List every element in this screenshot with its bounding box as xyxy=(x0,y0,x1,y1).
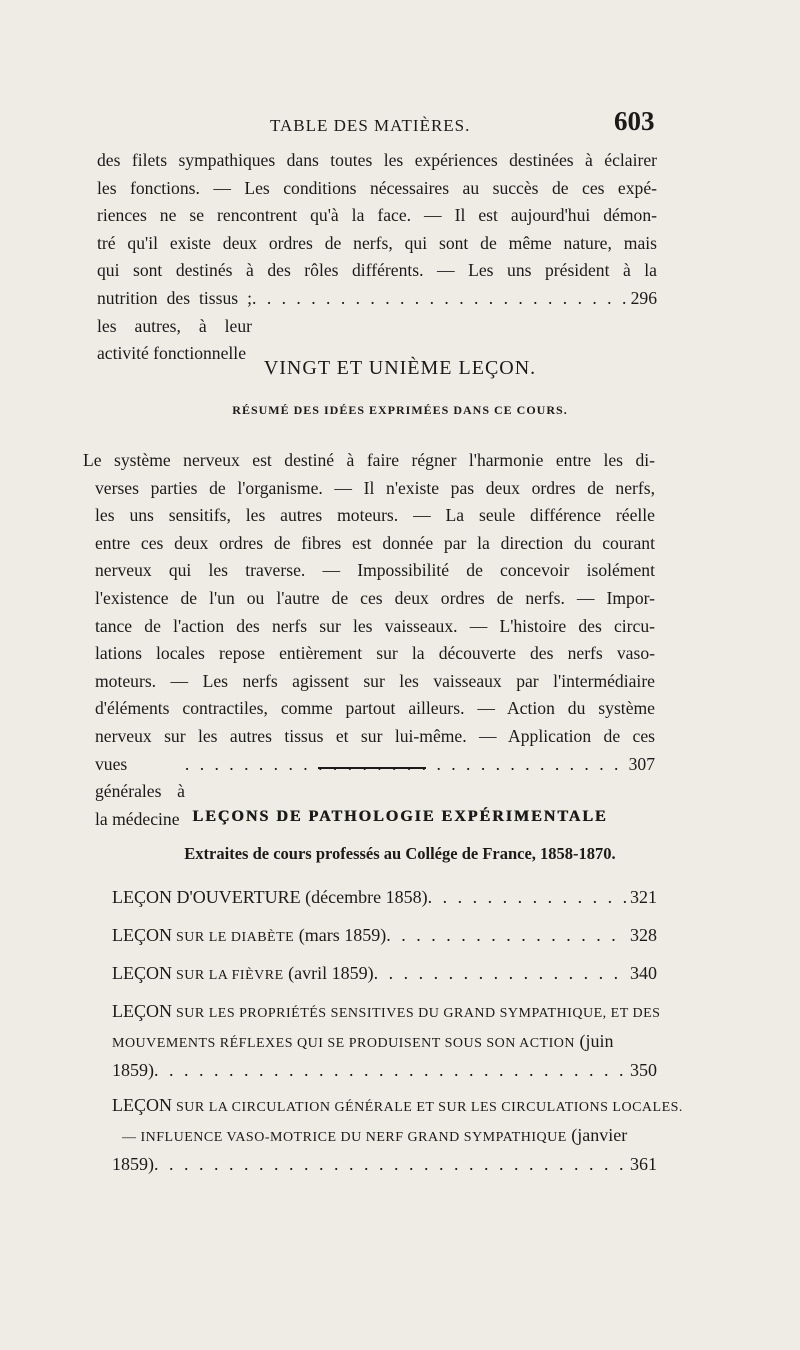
toc-entry-title: D'OUVERTURE (décembre 1858) xyxy=(172,887,428,907)
toc-entry-title: SUR LES PROPRIÉTÉS SENSITIVES DU GRAND SYMPATHIQUE, ET DES xyxy=(172,1006,661,1021)
toc-line xyxy=(112,1057,657,1085)
lecture-subheading: RÉSUMÉ DES IDÉES EXPRIMÉES DANS CE COURS. xyxy=(232,403,568,417)
toc-entry-lead: LEÇON xyxy=(112,1001,172,1021)
toc-entry-date: (mars 1859) xyxy=(294,925,387,945)
text-line: moteurs. — Les nerfs agissent sur les vaisseaux par l'intermédiaire xyxy=(95,670,655,691)
text-line: vues générales à la médecine xyxy=(95,753,185,829)
text-line: les fonctions. — Les conditions nécessaires au succès de ces expé- xyxy=(97,177,657,198)
toc-entry-page: 361 xyxy=(630,1154,657,1175)
toc-line xyxy=(112,998,661,1028)
section-divider xyxy=(318,767,426,769)
text-line: les uns sensitifs, les autres moteurs. — La seule différence réelle xyxy=(95,505,655,526)
dot-leader xyxy=(185,751,625,779)
text-line: verses parties de l'organisme. — Il n'existe pas deux ordres de nerfs, xyxy=(95,477,655,498)
toc-entry xyxy=(112,884,657,912)
toc-entry-page: 340 xyxy=(630,963,657,983)
toc-entry-date: (janvier xyxy=(566,1124,628,1145)
toc-entry-title: MOUVEMENTS RÉFLEXES QUI SE PRODUISENT SOUS SON ACTION xyxy=(112,1035,576,1051)
toc-entry-page: 350 xyxy=(630,1060,657,1081)
entry-page: 307 xyxy=(628,753,655,774)
text-line: tré qu'il existe deux ordres de nerfs, qui sont de même nature, mais xyxy=(97,232,657,253)
text-line: tance de l'action des nerfs sur les vaisseaux. — L'histoire des circu- xyxy=(95,615,655,636)
toc-entry xyxy=(112,998,661,1085)
text-line: nerveux qui les traverse. — Impossibilité de concevoir isolément xyxy=(95,560,655,581)
lecture-heading: VINGT ET UNIÈME LEÇON. xyxy=(263,357,537,379)
toc-entry-title: — INFLUENCE VASO-MOTRICE DU NERF GRAND SYMPATHIQUE xyxy=(122,1129,567,1145)
section-title: LEÇONS DE PATHOLOGIE EXPÉRIMENTALE xyxy=(192,808,608,825)
toc-entry xyxy=(112,1092,683,1179)
toc-line xyxy=(112,1151,657,1179)
toc-line xyxy=(112,1122,657,1152)
entry-last-line xyxy=(97,285,657,368)
intro-paragraph xyxy=(97,147,657,368)
toc-entry xyxy=(112,922,657,952)
text-line: nerveux sur les autres tissus et sur lui-même. — Application de ces xyxy=(95,725,655,746)
dot-leader xyxy=(386,922,626,950)
running-title: TABLE DES MATIÈRES. xyxy=(270,116,471,135)
section-subtitle: Extraites de cours professés au Collége de France, 1858-1870. xyxy=(184,844,616,863)
dot-leader xyxy=(428,884,626,912)
toc-entry-date: 1859) xyxy=(112,1154,154,1175)
toc-entry-title: SUR LE DIABÈTE xyxy=(172,930,295,945)
text-line: lations locales repose entièrement sur la découverte des nerfs vaso- xyxy=(95,643,655,664)
entry-page: 296 xyxy=(630,287,657,308)
toc-entry-lead: LEÇON xyxy=(112,887,172,907)
toc-line xyxy=(112,1092,683,1122)
toc-entry-title: SUR LA FIÈVRE xyxy=(172,968,284,983)
toc-entry xyxy=(112,960,657,990)
text-line: l'existence de l'un ou l'autre de ces deux ordres de nerfs. — Impor- xyxy=(95,587,655,608)
page-number: 603 xyxy=(614,106,655,136)
toc-entry-page: 328 xyxy=(630,925,657,945)
text-line: Le système nerveux est destiné à faire régner l'harmonie entre les di- xyxy=(83,450,655,470)
toc-entry-lead: LEÇON xyxy=(112,925,172,945)
toc-entry-lead: LEÇON xyxy=(112,963,172,983)
text-line: entre ces deux ordres de fibres est donnée par la direction du courant xyxy=(95,532,655,553)
toc-entry-title: SUR LA CIRCULATION GÉNÉRALE ET SUR LES CIRCULATIONS LOCALES. xyxy=(172,1100,683,1115)
text-line: nutrition des tissus ; les autres, à leur activité fonctionnelle xyxy=(97,287,253,364)
toc-entry-date: 1859) xyxy=(112,1060,154,1081)
toc-line xyxy=(112,1028,657,1058)
toc-entry-date: (juin xyxy=(575,1030,614,1051)
toc-entry-lead: LEÇON xyxy=(112,1095,172,1115)
dot-leader xyxy=(154,1057,626,1085)
toc-entry-date: (avril 1859) xyxy=(283,963,374,983)
summary-paragraph xyxy=(83,447,655,833)
toc-line xyxy=(112,884,657,912)
dot-leader xyxy=(374,960,626,988)
text-line: d'éléments contractiles, comme partout ailleurs. — Action du système xyxy=(95,698,655,719)
toc-entry-page: 321 xyxy=(630,887,657,907)
running-head xyxy=(0,106,800,146)
dot-leader xyxy=(252,285,627,313)
toc-line xyxy=(112,922,657,952)
dot-leader xyxy=(154,1151,626,1179)
text-line: des filets sympathiques dans toutes les expériences destinées à éclairer xyxy=(97,150,657,170)
text-line: qui sont destinés à des rôles différents. — Les uns président à la xyxy=(97,260,657,281)
toc-line xyxy=(112,960,657,990)
text-line: riences ne se rencontrent qu'à la face. — Il est aujourd'hui démon- xyxy=(97,205,657,226)
